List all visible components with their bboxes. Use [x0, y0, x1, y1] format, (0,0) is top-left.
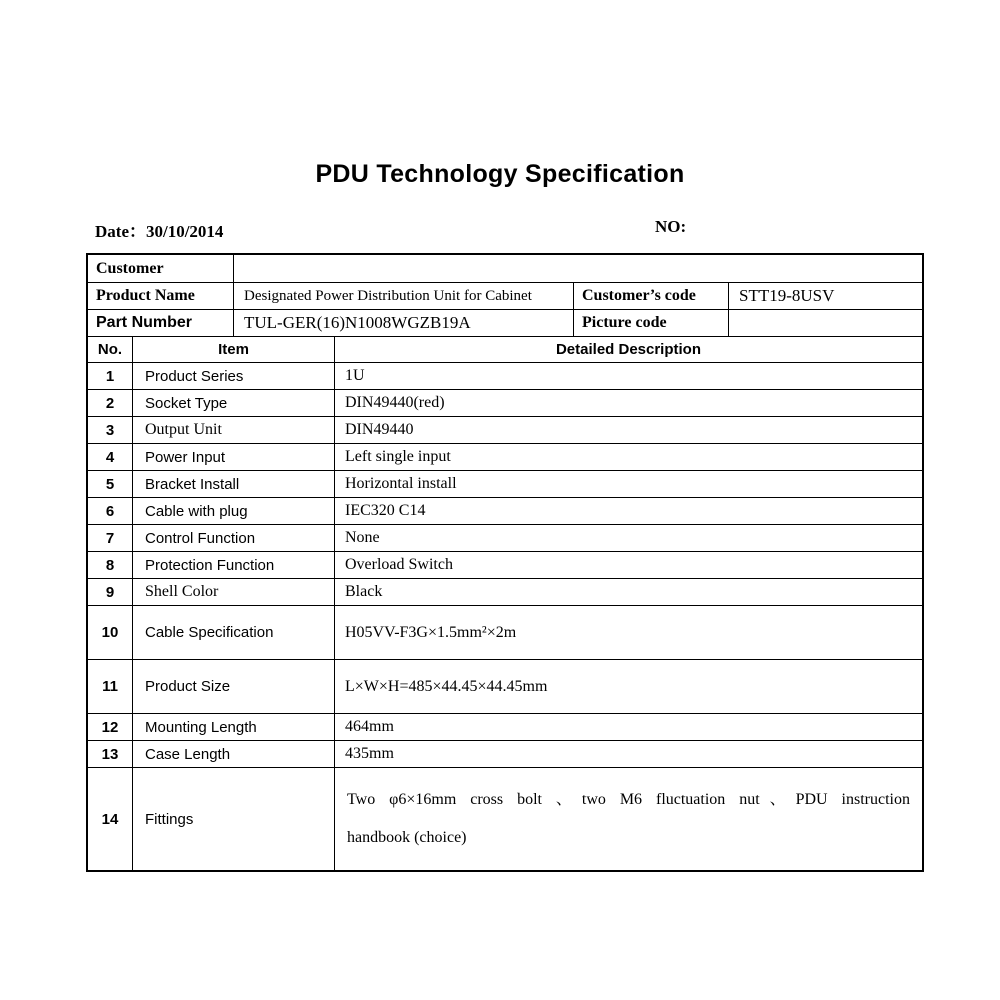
row-no: 9: [105, 583, 115, 601]
row-desc: L×W×H=485×44.45×44.45mm: [334, 660, 922, 713]
fittings-text-line1: Two φ6×16mm cross bolt 、two M6 fluctuation nut、PDU instruction: [347, 791, 910, 808]
table-row: [88, 443, 922, 470]
part-number-value-cell: TUL-GER(16)N1008WGZB19A: [233, 310, 573, 336]
row-item: Bracket Install: [132, 471, 334, 497]
column-header-row: [88, 336, 922, 362]
row-desc: [334, 768, 922, 870]
row-desc: None: [334, 525, 922, 551]
table-row: [88, 767, 922, 870]
table-row: [88, 551, 922, 578]
row-no: 4: [105, 448, 115, 466]
fittings-text-line2: handbook (choice): [347, 829, 467, 846]
row-no: 2: [105, 394, 115, 412]
picture-code-value-cell: [728, 310, 922, 336]
table-row: [88, 578, 922, 605]
customer-label-cell: Customer: [96, 259, 164, 277]
product-name-row: [88, 282, 922, 309]
row-desc: DIN49440: [334, 417, 922, 443]
row-no: 13: [101, 745, 119, 763]
table-row: [88, 416, 922, 443]
row-no: 8: [105, 556, 115, 574]
row-desc: Overload Switch: [334, 552, 922, 578]
customer-value-cell: [233, 255, 922, 282]
customers-code-value-cell: STT19-8USV: [728, 283, 922, 309]
row-desc: DIN49440(red): [334, 390, 922, 416]
row-item: Fittings: [132, 768, 334, 870]
row-desc: 1U: [334, 363, 922, 389]
table-row: [88, 362, 922, 389]
date-text: Date：30/10/2014: [95, 222, 224, 241]
part-number-row: [88, 309, 922, 336]
row-no: 14: [101, 810, 119, 828]
row-item: Product Size: [132, 660, 334, 713]
row-item: Shell Color: [132, 579, 334, 605]
picture-code-label-cell: Picture code: [573, 310, 728, 336]
spec-table: [86, 253, 924, 872]
row-desc: 435mm: [334, 741, 922, 767]
row-desc: Horizontal install: [334, 471, 922, 497]
row-no: 5: [105, 475, 115, 493]
table-row: [88, 740, 922, 767]
row-desc: H05VV-F3G×1.5mm²×2m: [334, 606, 922, 659]
col-desc-header: Detailed Description: [334, 337, 922, 362]
row-no: 6: [105, 502, 115, 520]
row-no: 10: [101, 624, 119, 641]
product-name-label-cell: Product Name: [96, 287, 195, 304]
row-item: Power Input: [132, 444, 334, 470]
row-desc: Left single input: [334, 444, 922, 470]
row-desc: Black: [334, 579, 922, 605]
row-item: Cable Specification: [132, 606, 334, 659]
col-no-header: No.: [97, 341, 123, 358]
table-row: [88, 605, 922, 659]
row-item: Product Series: [132, 363, 334, 389]
table-row: [88, 389, 922, 416]
row-desc: IEC320 C14: [334, 498, 922, 524]
row-desc: 464mm: [334, 714, 922, 740]
row-item: Case Length: [132, 741, 334, 767]
row-item: Mounting Length: [132, 714, 334, 740]
page-title: PDU Technology Specification: [315, 160, 685, 188]
customers-code-label-cell: Customer’s code: [573, 283, 728, 309]
table-row: [88, 659, 922, 713]
part-number-label-cell: Part Number: [96, 314, 193, 331]
row-no: 3: [105, 421, 115, 439]
row-no: 11: [102, 678, 118, 695]
customer-row: [88, 255, 922, 282]
row-item: Socket Type: [132, 390, 334, 416]
row-no: 7: [105, 529, 115, 547]
row-no: 1: [105, 367, 115, 385]
row-no: 12: [101, 718, 119, 736]
row-item: Control Function: [132, 525, 334, 551]
row-item: Protection Function: [132, 552, 334, 578]
table-row: [88, 524, 922, 551]
row-item: Output Unit: [132, 417, 334, 443]
row-item: Cable with plug: [132, 498, 334, 524]
table-row: [88, 470, 922, 497]
table-row: [88, 497, 922, 524]
table-row: [88, 713, 922, 740]
col-item-header: Item: [132, 337, 334, 362]
no-text: NO:: [655, 217, 687, 236]
product-name-value-cell: Designated Power Distribution Unit for Cabinet: [233, 283, 573, 309]
